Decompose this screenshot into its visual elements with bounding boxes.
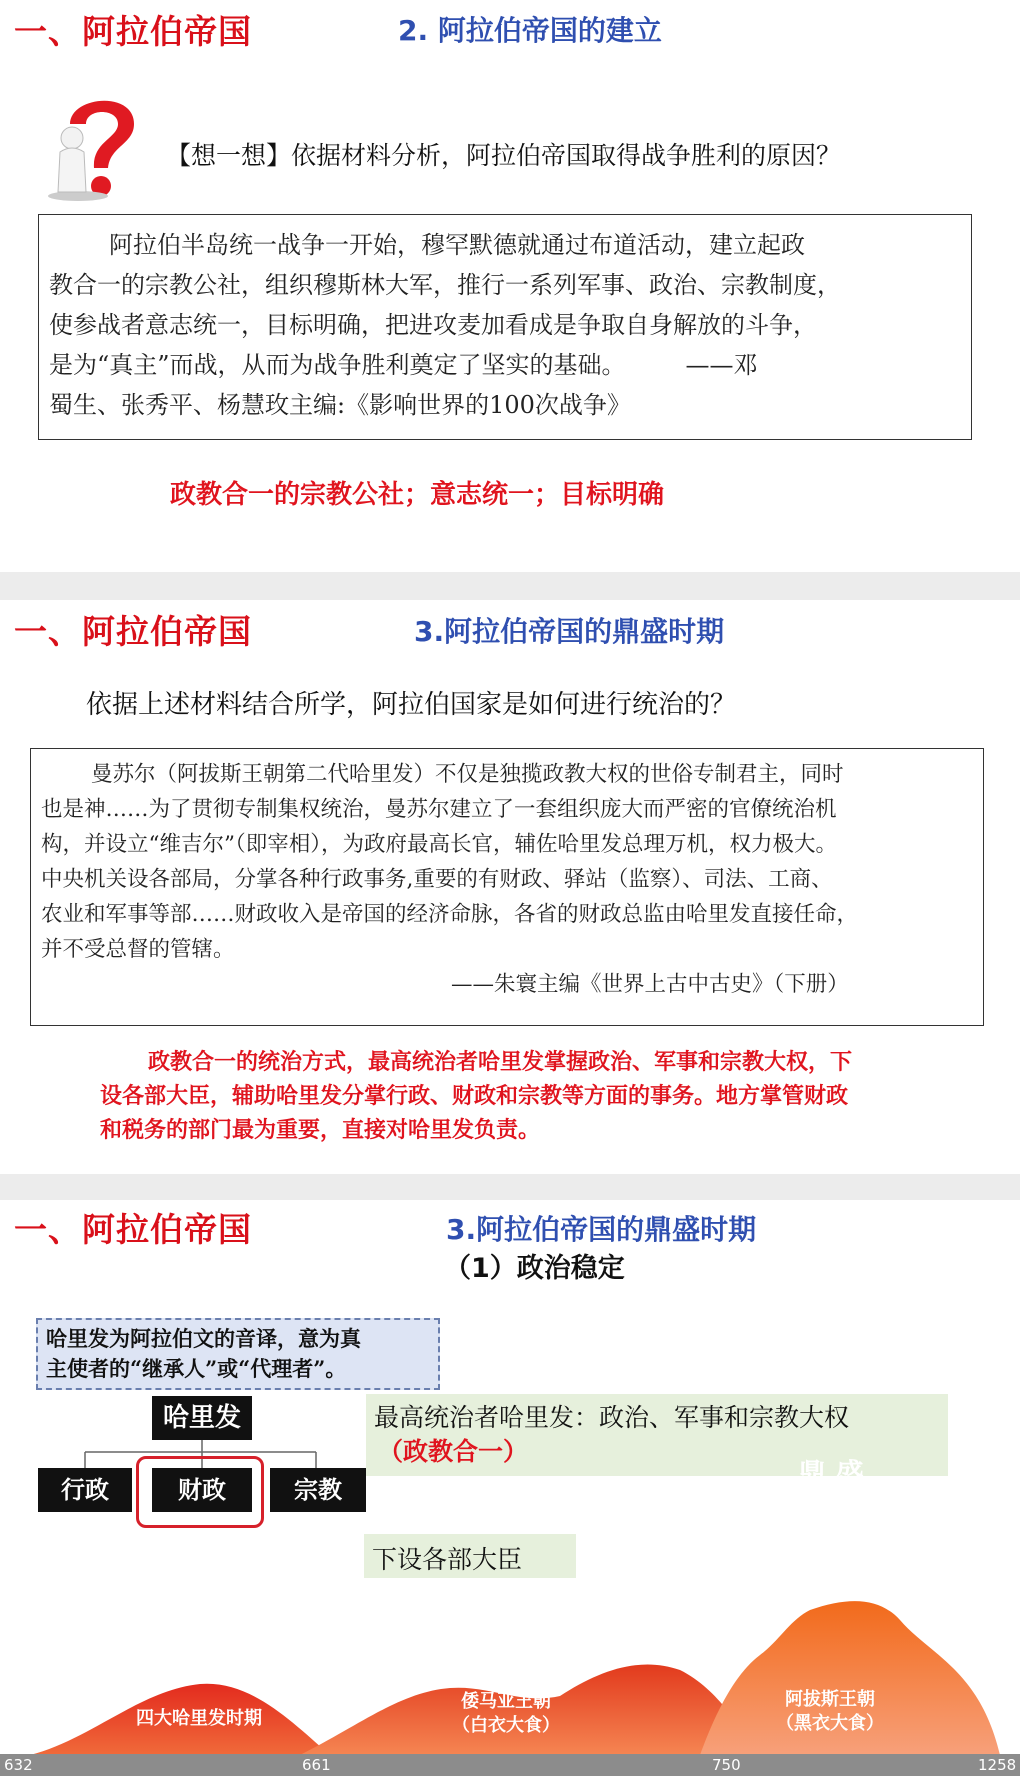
year-label: 1258: [978, 1756, 1017, 1774]
label-rashidun: 四大哈里发时期: [136, 1708, 262, 1729]
slide-divider: [0, 572, 1020, 600]
peak-label: 鼎 盛: [798, 1457, 864, 1490]
slide-2: [0, 600, 1020, 1174]
quote-box: [30, 748, 984, 1026]
answer-text: [100, 1046, 852, 1148]
quote-line: 蜀生、张秀平、杨慧玫主编:《影响世界的100次战争》: [49, 391, 631, 419]
section-title: 一、阿拉伯帝国: [14, 612, 252, 651]
year-label: 750: [712, 1756, 741, 1774]
quote-source: ——朱寰主编《世界上古中古史》（下册）: [451, 972, 849, 997]
answer-text: 政教合一的宗教公社；意志统一；目标明确: [170, 480, 665, 510]
sub-title: 3.阿拉伯帝国的鼎盛时期: [414, 615, 725, 648]
quote-line: 是为“真主”而战，从而为战争胜利奠定了坚实的基础。 ——邓: [49, 351, 758, 379]
sub-title: 2. 阿拉伯帝国的建立: [398, 14, 662, 47]
label-abbasid-alias: （黑衣大食）: [776, 1713, 884, 1734]
question-text: 依据上述材料结合所学，阿拉伯国家是如何进行统治的？: [86, 690, 737, 720]
section-title: 一、阿拉伯帝国: [14, 1210, 252, 1249]
answer-line: 政教合一的统治方式，最高统治者哈里发掌握政治、军事和宗教大权，下: [148, 1050, 853, 1075]
label-umayyad-name: 倭马亚王朝: [461, 1691, 551, 1712]
quote-line: 教合一的宗教公社，组织穆斯林大军，推行一系列军事、政治、宗教制度，: [49, 271, 841, 299]
quote-line: 使参战者意志统一，目标明确，把进攻麦加看成是争取自身解放的斗争，: [49, 311, 817, 339]
quote-line: 中央机关设各部局，分掌各种行政事务,重要的有财政、驿站（监察）、司法、工商、: [41, 867, 833, 892]
quote-box: [38, 214, 972, 440]
answer-line: 设各部大臣，辅助哈里发分掌行政、财政和宗教等方面的事务。地方掌管财政: [100, 1084, 849, 1109]
answer-line: 和税务的部门最为重要，直接对哈里发负责。: [100, 1118, 541, 1143]
org-node-caliph: 哈里发: [152, 1396, 252, 1440]
year-label: 661: [302, 1756, 331, 1774]
quote-line: 也是神……为了贯彻专制集权统治，曼苏尔建立了一套组织庞大而严密的官僚统治机: [41, 797, 837, 822]
slide-1: [0, 0, 1020, 572]
note-line: 哈里发为阿拉伯文的音译，意为真: [46, 1326, 361, 1351]
slide-divider: [0, 1174, 1020, 1200]
highlight-line: 下设各部大臣: [372, 1545, 523, 1574]
question-mark-icon: [42, 82, 152, 202]
question-text: 【想一想】依据材料分析，阿拉伯帝国取得战争胜利的原因？: [166, 141, 842, 170]
quote-line: 曼苏尔（阿拔斯王朝第二代哈里发）不仅是独揽政教大权的世俗专制君主，同时: [91, 762, 844, 787]
section-title: 一、阿拉伯帝国: [14, 12, 252, 51]
label-umayyad: [452, 1690, 560, 1738]
label-umayyad-alias: （白衣大食）: [452, 1715, 560, 1736]
label-abbasid: [776, 1688, 884, 1736]
quote-line: 阿拉伯半岛统一战争一开始，穆罕默德就通过布道活动，建立起政: [109, 231, 805, 259]
year-label: 632: [4, 1756, 33, 1774]
org-node-religion: 宗教: [270, 1468, 366, 1512]
slide-3: [0, 1200, 1020, 1776]
timeline-bar: [0, 1754, 1020, 1776]
org-node-finance: 财政: [152, 1468, 252, 1512]
quote-line: 农业和军事等部……财政收入是帝国的经济命脉，各省的财政总监由哈里发直接任命，: [41, 902, 859, 927]
sub-title: 3.阿拉伯帝国的鼎盛时期: [446, 1213, 757, 1246]
note-line: 主使者的“继承人”或“代理者”。: [46, 1356, 347, 1381]
highlight-line: 最高统治者哈里发：政治、军事和宗教大权: [374, 1403, 850, 1432]
org-node-admin: 行政: [38, 1468, 132, 1512]
quote-line: 并不受总督的管辖。: [41, 937, 235, 962]
label-abbasid-name: 阿拔斯王朝: [785, 1689, 875, 1710]
highlight-line-red: （政教合一）: [378, 1437, 529, 1466]
quote-line: 构，并设立“维吉尔”（即宰相），为政府最高长官，辅佐哈里发总理万机，权力极大。: [41, 832, 837, 857]
sub-sub-title: （1）政治稳定: [444, 1253, 625, 1284]
